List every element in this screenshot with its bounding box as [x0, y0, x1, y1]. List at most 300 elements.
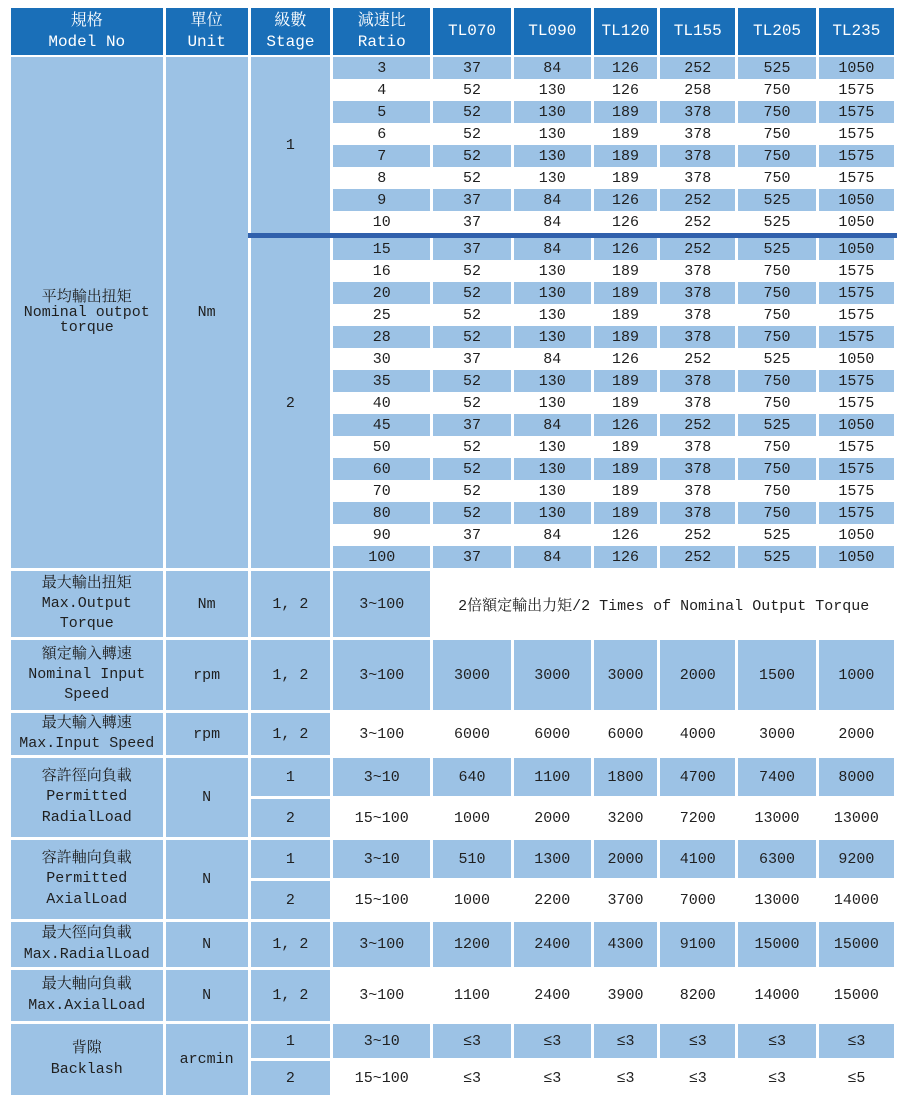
- ratio-cell: 40: [332, 392, 432, 414]
- value-cell: 1575: [817, 392, 895, 414]
- ratio-cell: 15~100: [332, 1060, 432, 1096]
- table-row: [10, 712, 896, 757]
- value-cell: 378: [659, 458, 737, 480]
- value-cell: 525: [737, 189, 817, 211]
- value-cell: 1050: [817, 211, 895, 236]
- value-cell: 130: [512, 123, 592, 145]
- value-cell: 189: [592, 502, 658, 524]
- stage-cell: 1, 2: [249, 712, 331, 757]
- ratio-cell: 3~100: [332, 921, 432, 969]
- value-cell: 52: [432, 123, 512, 145]
- stage-cell: 2: [249, 798, 331, 839]
- value-cell: 378: [659, 123, 737, 145]
- value-cell: 130: [512, 167, 592, 189]
- value-cell: 189: [592, 167, 658, 189]
- value-cell: 1575: [817, 282, 895, 304]
- value-cell: 510: [432, 839, 512, 880]
- value-cell: 1000: [432, 798, 512, 839]
- value-cell: 4700: [659, 757, 737, 798]
- table-row: [10, 570, 896, 639]
- value-cell: 84: [512, 546, 592, 570]
- stage-cell: 2: [249, 880, 331, 921]
- value-cell: ≤3: [659, 1023, 737, 1060]
- value-cell: 37: [432, 348, 512, 370]
- value-cell: 252: [659, 348, 737, 370]
- value-cell: 9100: [659, 921, 737, 969]
- value-cell: 52: [432, 304, 512, 326]
- ratio-cell: 25: [332, 304, 432, 326]
- header-model-en: Model No: [48, 32, 126, 51]
- value-cell: ≤3: [817, 1023, 895, 1060]
- value-cell: 1000: [432, 880, 512, 921]
- table-row: [10, 757, 896, 798]
- value-cell: 189: [592, 436, 658, 458]
- stage-cell: 1, 2: [249, 639, 331, 712]
- unit-cell: arcmin: [164, 1023, 249, 1096]
- value-cell: 1050: [817, 56, 895, 79]
- value-cell: 750: [737, 370, 817, 392]
- value-cell: 84: [512, 524, 592, 546]
- stage-cell: 2: [249, 1060, 331, 1096]
- value-cell: 37: [432, 236, 512, 261]
- ratio-cell: 9: [332, 189, 432, 211]
- value-cell: 1050: [817, 414, 895, 436]
- value-cell: 1575: [817, 79, 895, 101]
- value-cell: 15000: [737, 921, 817, 969]
- value-cell: 378: [659, 502, 737, 524]
- value-cell: 52: [432, 392, 512, 414]
- value-cell: 126: [592, 348, 658, 370]
- value-cell: 126: [592, 79, 658, 101]
- value-cell: 189: [592, 458, 658, 480]
- value-cell: 52: [432, 326, 512, 348]
- value-cell: 1100: [432, 969, 512, 1023]
- ratio-cell: 16: [332, 260, 432, 282]
- row-label: 容許軸向負載 Permitted AxialLoad: [10, 839, 165, 921]
- ratio-cell: 15~100: [332, 798, 432, 839]
- value-cell: 130: [512, 392, 592, 414]
- ratio-cell: 30: [332, 348, 432, 370]
- value-cell: ≤3: [737, 1060, 817, 1096]
- value-cell: 189: [592, 282, 658, 304]
- value-cell: 378: [659, 480, 737, 502]
- value-cell: 2000: [592, 839, 658, 880]
- value-cell: 750: [737, 282, 817, 304]
- value-cell: 6000: [432, 712, 512, 757]
- ratio-cell: 90: [332, 524, 432, 546]
- value-cell: 1050: [817, 236, 895, 261]
- value-cell: 1050: [817, 348, 895, 370]
- value-cell: 750: [737, 480, 817, 502]
- value-cell: 750: [737, 326, 817, 348]
- value-cell: 189: [592, 260, 658, 282]
- value-cell: 3200: [592, 798, 658, 839]
- ratio-cell: 4: [332, 79, 432, 101]
- stage-cell: 1, 2: [249, 969, 331, 1023]
- value-cell: 37: [432, 211, 512, 236]
- ratio-cell: 60: [332, 458, 432, 480]
- unit-cell: rpm: [164, 712, 249, 757]
- ratio-cell: 3~10: [332, 757, 432, 798]
- value-cell: 130: [512, 326, 592, 348]
- table-row: [10, 639, 896, 712]
- value-cell: 52: [432, 436, 512, 458]
- header-stage-en: Stage: [266, 32, 315, 51]
- value-cell: 52: [432, 145, 512, 167]
- value-cell: 189: [592, 480, 658, 502]
- unit-cell: N: [164, 921, 249, 969]
- ratio-cell: 6: [332, 123, 432, 145]
- ratio-cell: 3: [332, 56, 432, 79]
- value-cell: ≤3: [592, 1023, 658, 1060]
- value-cell: 3000: [592, 639, 658, 712]
- value-cell: 1500: [737, 639, 817, 712]
- value-cell: 4300: [592, 921, 658, 969]
- value-cell: ≤3: [432, 1060, 512, 1096]
- nominal-torque-section: [10, 56, 896, 570]
- row-label-line: Nominal outpot: [23, 304, 150, 321]
- value-cell: 252: [659, 236, 737, 261]
- value-cell: 37: [432, 546, 512, 570]
- value-cell: 2400: [512, 921, 592, 969]
- ratio-cell: 7: [332, 145, 432, 167]
- value-cell: 750: [737, 167, 817, 189]
- value-cell: 3900: [592, 969, 658, 1023]
- max-output-torque-section: [10, 570, 896, 639]
- header-ratio-zh: 減速比: [357, 11, 406, 30]
- value-cell: 525: [737, 546, 817, 570]
- value-cell: 1575: [817, 458, 895, 480]
- table-row: [10, 1023, 896, 1060]
- value-cell: 1575: [817, 436, 895, 458]
- value-cell: 37: [432, 56, 512, 79]
- table-row: [10, 921, 896, 969]
- value-cell: 252: [659, 211, 737, 236]
- value-cell: 15000: [817, 921, 895, 969]
- unit-cell: N: [164, 969, 249, 1023]
- row-label: 背隙 Backlash: [10, 1023, 165, 1096]
- value-cell: 130: [512, 101, 592, 123]
- row-label: 額定輸入轉速 Nominal Input Speed: [10, 639, 165, 712]
- ratio-cell: 3~10: [332, 1023, 432, 1060]
- value-cell: 189: [592, 392, 658, 414]
- value-cell: 130: [512, 480, 592, 502]
- ratio-cell: 10: [332, 211, 432, 236]
- value-cell: 52: [432, 101, 512, 123]
- value-cell: 525: [737, 236, 817, 261]
- value-cell: 9200: [817, 839, 895, 880]
- value-cell: 6300: [737, 839, 817, 880]
- unit-cell: N: [164, 757, 249, 839]
- value-cell: 1100: [512, 757, 592, 798]
- value-cell: 52: [432, 458, 512, 480]
- value-cell: 1575: [817, 167, 895, 189]
- value-cell: 3700: [592, 880, 658, 921]
- ratio-cell: 100: [332, 546, 432, 570]
- value-cell: 3000: [512, 639, 592, 712]
- value-cell: 252: [659, 546, 737, 570]
- value-cell: 84: [512, 189, 592, 211]
- value-cell: 189: [592, 145, 658, 167]
- value-cell: 8000: [817, 757, 895, 798]
- value-cell: 130: [512, 436, 592, 458]
- ratio-cell: 3~100: [332, 712, 432, 757]
- header-model-tl235: TL235: [817, 8, 895, 56]
- value-cell: 6000: [592, 712, 658, 757]
- value-cell: 52: [432, 260, 512, 282]
- value-cell: 52: [432, 282, 512, 304]
- value-cell: 84: [512, 348, 592, 370]
- value-cell: 750: [737, 260, 817, 282]
- value-cell: 126: [592, 189, 658, 211]
- value-cell: 750: [737, 304, 817, 326]
- header-row: [10, 8, 896, 56]
- header-stage-zh: 級數: [274, 11, 307, 30]
- value-cell: 378: [659, 167, 737, 189]
- value-cell: 126: [592, 211, 658, 236]
- value-cell: 37: [432, 524, 512, 546]
- ratio-cell: 70: [332, 480, 432, 502]
- ratio-cell: 3~100: [332, 570, 432, 639]
- header-model-zh: 規格: [70, 11, 103, 30]
- ratio-cell: 3~100: [332, 639, 432, 712]
- value-cell: 378: [659, 326, 737, 348]
- value-cell: 378: [659, 304, 737, 326]
- value-cell: 130: [512, 502, 592, 524]
- value-cell: 189: [592, 326, 658, 348]
- value-cell: 7000: [659, 880, 737, 921]
- header-model-tl090: TL090: [512, 8, 592, 56]
- value-cell: 750: [737, 502, 817, 524]
- value-cell: 52: [432, 480, 512, 502]
- value-cell: 84: [512, 236, 592, 261]
- unit-cell: N: [164, 839, 249, 921]
- value-cell: 52: [432, 370, 512, 392]
- row-label: 最大輸出扭矩 Max.Output Torque: [10, 570, 165, 639]
- value-cell: 1575: [817, 145, 895, 167]
- value-cell: 2400: [512, 969, 592, 1023]
- value-cell: 2000: [817, 712, 895, 757]
- value-cell: 130: [512, 370, 592, 392]
- value-cell: 126: [592, 56, 658, 79]
- ratio-cell: 3~10: [332, 839, 432, 880]
- ratio-cell: 5: [332, 101, 432, 123]
- value-cell: 378: [659, 260, 737, 282]
- value-cell: 37: [432, 189, 512, 211]
- row-label: 最大徑向負載 Max.RadialLoad: [10, 921, 165, 969]
- row-label-line: 平均輸出扭矩: [41, 289, 132, 306]
- header-unit-zh: 單位: [190, 11, 223, 30]
- value-cell: 640: [432, 757, 512, 798]
- header-model-tl155: TL155: [659, 8, 737, 56]
- row-label: 容許徑向負載 Permitted RadialLoad: [10, 757, 165, 839]
- value-cell: ≤3: [659, 1060, 737, 1096]
- max-radial-load-section: [10, 921, 896, 969]
- value-cell: 126: [592, 414, 658, 436]
- value-cell: 130: [512, 260, 592, 282]
- ratio-cell: 28: [332, 326, 432, 348]
- value-cell: 1575: [817, 326, 895, 348]
- value-cell: 13000: [817, 798, 895, 839]
- header-model-tl070: TL070: [432, 8, 512, 56]
- value-cell: 258: [659, 79, 737, 101]
- ratio-cell: 80: [332, 502, 432, 524]
- value-cell: 84: [512, 414, 592, 436]
- value-cell: ≤3: [512, 1023, 592, 1060]
- value-cell: 52: [432, 502, 512, 524]
- value-cell: ≤3: [592, 1060, 658, 1096]
- value-cell: 252: [659, 189, 737, 211]
- value-cell: 1300: [512, 839, 592, 880]
- value-cell: 13000: [737, 798, 817, 839]
- value-cell: 130: [512, 304, 592, 326]
- value-cell: 189: [592, 370, 658, 392]
- permitted-radial-load-section: [10, 757, 896, 839]
- value-cell: 378: [659, 145, 737, 167]
- stage-cell: 1: [249, 56, 331, 236]
- value-cell: 189: [592, 101, 658, 123]
- value-cell: 1050: [817, 189, 895, 211]
- header-ratio-en: Ratio: [357, 32, 406, 51]
- max-input-speed-section: [10, 712, 896, 757]
- stage-cell: 1, 2: [249, 921, 331, 969]
- value-cell: 3000: [432, 639, 512, 712]
- header-model: [10, 8, 165, 56]
- unit-cell: rpm: [164, 639, 249, 712]
- value-cell: 8200: [659, 969, 737, 1023]
- value-cell: 189: [592, 304, 658, 326]
- value-cell: 750: [737, 101, 817, 123]
- value-cell: 189: [592, 123, 658, 145]
- ratio-cell: 35: [332, 370, 432, 392]
- value-cell: 130: [512, 145, 592, 167]
- value-cell: 252: [659, 56, 737, 79]
- value-cell: 130: [512, 282, 592, 304]
- ratio-cell: 45: [332, 414, 432, 436]
- ratio-cell: 8: [332, 167, 432, 189]
- table-row: [10, 56, 896, 79]
- value-cell: 750: [737, 458, 817, 480]
- value-cell: 750: [737, 436, 817, 458]
- value-cell: 1575: [817, 260, 895, 282]
- value-cell: 378: [659, 370, 737, 392]
- row-label-line: torque: [59, 319, 114, 336]
- header-stage: [249, 8, 331, 56]
- value-cell: 2200: [512, 880, 592, 921]
- stage-cell: 2: [249, 236, 331, 570]
- value-cell: 13000: [737, 880, 817, 921]
- value-cell: 7400: [737, 757, 817, 798]
- value-cell: 1000: [817, 639, 895, 712]
- value-cell: 1050: [817, 524, 895, 546]
- ratio-cell: 15~100: [332, 880, 432, 921]
- value-cell: 2000: [512, 798, 592, 839]
- value-cell: 52: [432, 79, 512, 101]
- value-cell: 378: [659, 101, 737, 123]
- value-cell: 84: [512, 211, 592, 236]
- value-cell: 7200: [659, 798, 737, 839]
- backlash-section: [10, 1023, 896, 1096]
- value-cell: 252: [659, 524, 737, 546]
- value-cell: 750: [737, 123, 817, 145]
- row-label: [10, 56, 165, 570]
- stage-cell: 1: [249, 839, 331, 880]
- value-cell: 750: [737, 79, 817, 101]
- table-row: [10, 969, 896, 1023]
- value-cell: 37: [432, 414, 512, 436]
- stage-cell: 1: [249, 757, 331, 798]
- header-model-tl120: TL120: [592, 8, 658, 56]
- spec-table: [8, 8, 897, 1095]
- value-cell: 130: [512, 458, 592, 480]
- value-cell: 126: [592, 546, 658, 570]
- value-cell: 4000: [659, 712, 737, 757]
- header-unit-en: Unit: [187, 32, 226, 51]
- max-axial-load-section: [10, 969, 896, 1023]
- ratio-cell: 3~100: [332, 969, 432, 1023]
- value-cell: ≤3: [737, 1023, 817, 1060]
- value-cell: 126: [592, 236, 658, 261]
- value-cell: 14000: [817, 880, 895, 921]
- value-cell: 84: [512, 56, 592, 79]
- value-cell: 1050: [817, 546, 895, 570]
- value-cell: 1575: [817, 370, 895, 392]
- value-cell: 1575: [817, 502, 895, 524]
- value-cell: 52: [432, 167, 512, 189]
- unit-cell: Nm: [164, 56, 249, 570]
- value-cell: 1575: [817, 304, 895, 326]
- value-cell: 3000: [737, 712, 817, 757]
- value-cell: 525: [737, 56, 817, 79]
- note-cell: 2倍額定輸出力矩/2 Times of Nominal Output Torque: [432, 570, 896, 639]
- row-label: 最大輸入轉速 Max.Input Speed: [10, 712, 165, 757]
- value-cell: 378: [659, 282, 737, 304]
- ratio-cell: 50: [332, 436, 432, 458]
- value-cell: ≤5: [817, 1060, 895, 1096]
- value-cell: 4100: [659, 839, 737, 880]
- value-cell: 14000: [737, 969, 817, 1023]
- value-cell: ≤3: [432, 1023, 512, 1060]
- ratio-cell: 20: [332, 282, 432, 304]
- value-cell: 130: [512, 79, 592, 101]
- value-cell: 525: [737, 211, 817, 236]
- row-label: 最大軸向負載 Max.AxialLoad: [10, 969, 165, 1023]
- value-cell: 1200: [432, 921, 512, 969]
- stage-cell: 1, 2: [249, 570, 331, 639]
- header-model-tl205: TL205: [737, 8, 817, 56]
- value-cell: 378: [659, 436, 737, 458]
- value-cell: 6000: [512, 712, 592, 757]
- header-unit: [164, 8, 249, 56]
- value-cell: 1575: [817, 101, 895, 123]
- permitted-axial-load-section: [10, 839, 896, 921]
- value-cell: 525: [737, 414, 817, 436]
- value-cell: ≤3: [512, 1060, 592, 1096]
- table-row: [10, 839, 896, 880]
- value-cell: 15000: [817, 969, 895, 1023]
- nominal-input-speed-section: [10, 639, 896, 712]
- unit-cell: Nm: [164, 570, 249, 639]
- value-cell: 2000: [659, 639, 737, 712]
- value-cell: 1575: [817, 123, 895, 145]
- value-cell: 1575: [817, 480, 895, 502]
- stage-cell: 1: [249, 1023, 331, 1060]
- value-cell: 252: [659, 414, 737, 436]
- value-cell: 750: [737, 145, 817, 167]
- value-cell: 525: [737, 348, 817, 370]
- value-cell: 126: [592, 524, 658, 546]
- value-cell: 525: [737, 524, 817, 546]
